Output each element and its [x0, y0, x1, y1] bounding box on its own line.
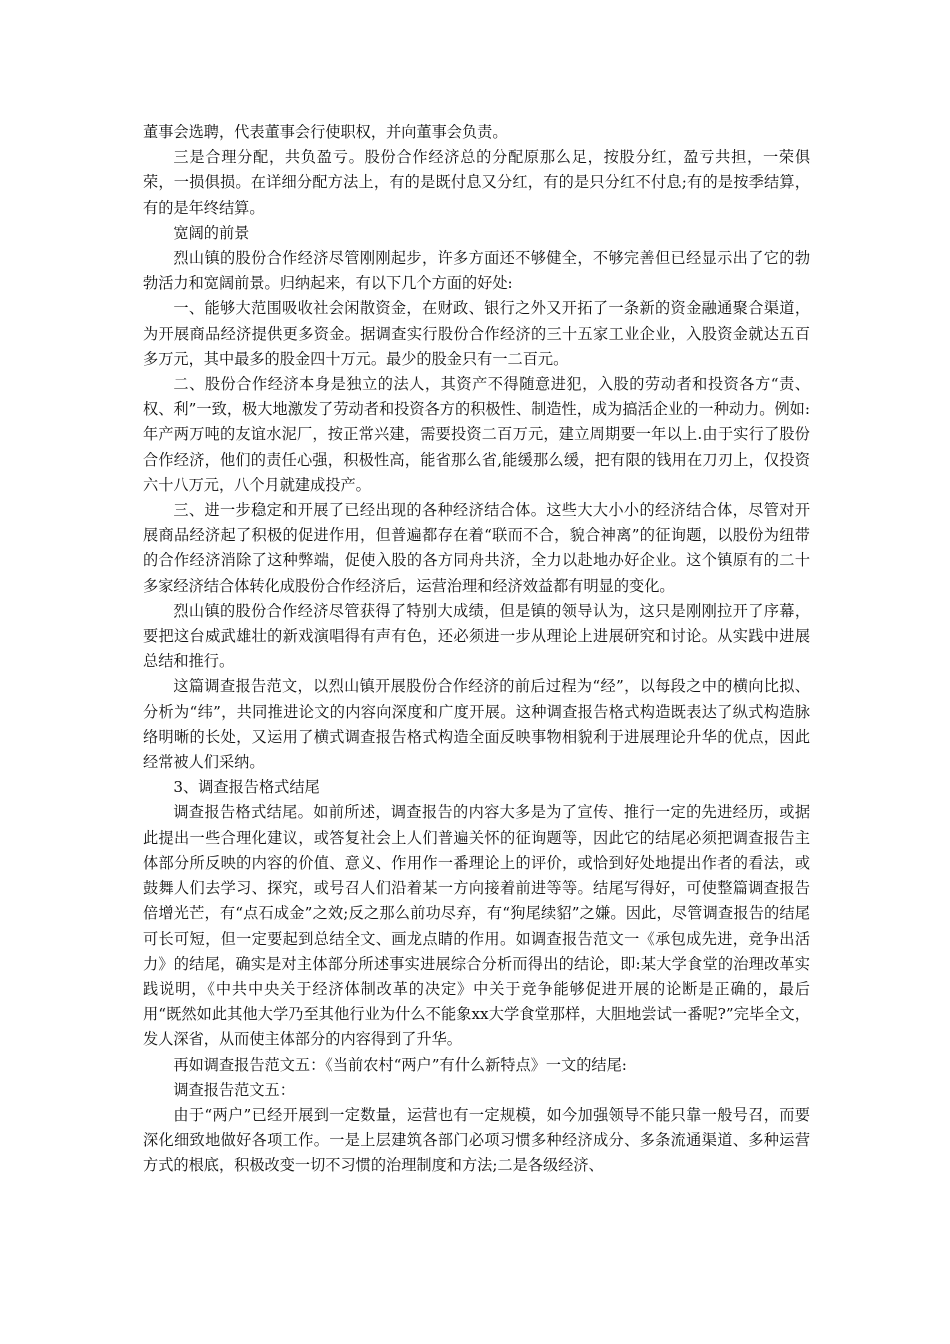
paragraph-board-appointment: 董事会选聘，代表董事会行使职权，并向董事会负责。 — [143, 123, 508, 141]
paragraph-profit-distribution: 三是合理分配，共负盈亏。股份合作经济总的分配原那么足，按股分红，盈亏共担，一荣俱荣，一损俱损。在详细分配方法上，有的是既付息又分红，有的是只分红不付息;有的是按季结算，有的是年终结算。 — [143, 148, 810, 217]
paragraph-example-five-body: 由于“两户”已经开展到一定数量，运营也有一定规模，如今加强领导不能只靠一般号召，而要深化细致地做好各项工作。一是上层建筑各部门必项习惯多种经济成分、多条流通渠道、多种运营方式的根底，积极改变一切不习惯的治理制度和方法;二是各级经济、 — [143, 1105, 810, 1175]
paragraph-ending-explanation: 调查报告格式结尾。如前所述，调查报告的内容大多是为了宣传、推行一定的先进经历，或据此提出一些合理化建议，或答复社会上人们普遍关怀的征询题等，因此它的结尾必须把调查报告主体部分所反映的内容的价值、意义、作用作一番理论上的评价，或恰到好处地提出作者的看法，或鼓舞人们去学习、探究，或号召人们沿着某一方向接着前进等等。结尾写得好，可使整篇调查报告倍增光芒，有“点石成金”之效;反之那么前功尽弃，有“狗尾续貂”之嫌。因此，尽管调查报告的结尾可长可短，但一定要起到总结全文、画龙点睛的作用。如调查报告范文一《承包成先进，竞争出活力》的结尾，确实是对主体部分所述事实进展综合分析而得出的结论，即:某大学食堂的治理改革实践说明，《中共中央关于经济体制改革的决定》中关于竞争能够促进开展的论断是正确的，最后用“既然如此其他大学乃至其他行业为什么不能象xx大学食堂那样，大胆地尝试一番呢?”完毕全文，发人深省，从而使主体部分的内容得到了升华。 — [143, 803, 810, 1049]
paragraph-leadership-view: 烈山镇的股份合作经济尽管获得了特别大成绩，但是镇的领导认为，这只是刚刚拉开了序幕，要把这台威武雄壮的新戏演唱得有声有色，还必须进一步从理论上进展研究和讨论。从实践中进展总结和推行。 — [143, 601, 810, 671]
paragraph-benefit-one: 一、能够大范围吸收社会闲散资金，在财政、银行之外又开拓了一条新的资金融通聚合渠道，为开展商品经济提供更多资金。据调查实行股份合作经济的三十五家工业企业，入股资金就达五百多万元，其中最多的股金四十万元。最少的股金只有一二百元。 — [143, 299, 810, 368]
section-heading-report-ending: 3、调查报告格式结尾 — [173, 778, 320, 797]
paragraph-example-five-intro: 再如调查报告范文五：《当前农村“两户”有什么新特点》一文的结尾: — [173, 1055, 627, 1074]
paragraph-lieshan-overview: 烈山镇的股份合作经济尽管刚刚起步，许多方面还不够健全，不够完善但已经显示出了它的勃勃活力和宽阔前景。归纳起来，有以下几个方面的好处: — [143, 249, 810, 293]
paragraph-example-five-label: 调查报告范文五： — [173, 1080, 295, 1099]
paragraph-structure-analysis: 这篇调查报告范文，以烈山镇开展股份合作经济的前后过程为“经”，以每段之中的横向比拟、分析为“纬”，共同推进论文的内容向深度和广度开展。这种调查报告格式构造既表达了纵式构造脉络明晰的长处，又运用了横式调查报告格式构造全面反映事物相貌利于进展理论升华的优点，因此经常被人们采纳。 — [143, 677, 810, 772]
section-heading-broad-prospects: 宽阔的前景 — [173, 223, 250, 242]
paragraph-benefit-two: 二、股份合作经济本身是独立的法人，其资产不得随意进犯，入股的劳动者和投资各方“责、权、利”一致，极大地激发了劳动者和投资各方的积极性、制造性，成为搞活企业的一种动力。例如:年产两万吨的友谊水泥厂，按正常兴建，需要投资二百万元，建立周期要一年以上.由于实行了股份合作经济，他们的责任心强，积极性高，能省那么省,能缓那么缓，把有限的钱用在刀刃上，仅投资六十八万元，八个月就建成投产。 — [143, 375, 810, 494]
document-body — [143, 120, 810, 1179]
paragraph-benefit-three: 三、进一步稳定和开展了已经出现的各种经济结合体。这些大大小小的经济结合体，尽管对开展商品经济起了积极的促进作用，但普遍都存在着“联而不合，貌合神离”的征询题，以股份为纽带的合作经济消除了这种弊端，促使入股的各方同舟共济，全力以赴地办好企业。这个镇原有的二十多家经济结合体转化成股份合作经济后，运营治理和经济效益都有明显的变化。 — [143, 501, 810, 595]
